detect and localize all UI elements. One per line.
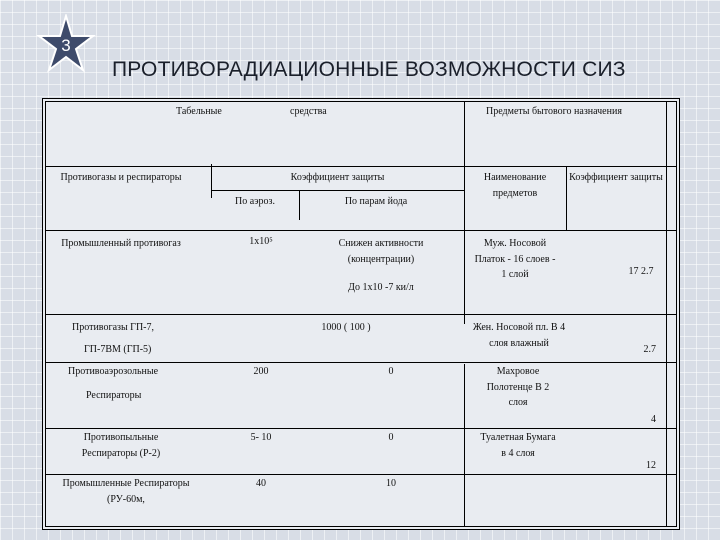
r2-val: 1000 ( 100 ) [321,322,371,333]
header-tabelnye: Табельные [176,106,222,117]
header-sredstva: средства [290,106,327,117]
header-bytovye: Предметы бытового назначения [486,106,622,117]
table-hline [46,428,676,429]
r1-koef: 17 2.7 [628,266,654,277]
r2-name-a: Противогазы ГП-7, [72,322,155,333]
table-hline [46,166,676,167]
slide-number: 3 [61,36,71,55]
r5-pary: 10 [386,478,396,489]
r2-item: Жен. Носовой пл. В 4 слоя влажный [472,322,566,349]
table-hline [46,474,676,475]
col-koef2: Коэффициент защиты [569,172,663,183]
r1-aeroz: 1х10⁵ [249,236,273,247]
col-koef: Коэффициент защиты [290,172,385,183]
table-vline [464,102,465,324]
r4-name: Противопыльные Респираторы (Р-2) [81,432,161,459]
r4-aeroz: 5- 10 [250,432,272,443]
r2-koef: 2.7 [643,344,656,355]
col-gas-masks: Противогазы и респираторы [60,172,182,183]
col-naim: Наименование предметов [483,172,547,199]
r3-koef: 4 [651,414,656,425]
r1-pary-a: Снижен активности (концентрации) [338,238,424,265]
r3-aeroz: 200 [253,366,269,377]
col-aeroz: По аэроз. [235,196,275,207]
r5-name: Промышленные Респираторы (РУ-60м, [62,478,190,505]
r1-name: Промышленный противогаз [61,238,181,249]
table-hline [46,230,676,231]
r1-items: Муж. Носовой Платок - 16 слоев - 1 слой [474,238,556,280]
r3-pary: 0 [388,366,394,377]
table-vline [299,190,300,220]
col-pary: По парам йода [344,196,408,207]
r3-item: Махровое Полотенце В 2 слоя [486,366,550,408]
r4-item: Туалетная Бумага в 4 слоя [480,432,556,459]
siz-table [42,98,680,530]
r3-name-b: Респираторы [86,390,142,401]
table-vline [464,364,465,526]
r2-name-b: ГП-7ВМ (ГП-5) [84,344,152,355]
page-title: ПРОТИВОРАДИАЦИОННЫЕ ВОЗМОЖНОСТИ СИЗ [112,58,626,81]
r5-aeroz: 40 [256,478,266,489]
table-hline [46,362,676,363]
r4-koef: 12 [646,460,656,471]
r3-name-a: Противоаэрозольные [68,366,159,377]
table-hline [46,314,676,315]
r1-pary-b: До 1х10 -7 ки/л [348,282,414,293]
table-hline [211,190,464,191]
r4-pary: 0 [388,432,394,443]
